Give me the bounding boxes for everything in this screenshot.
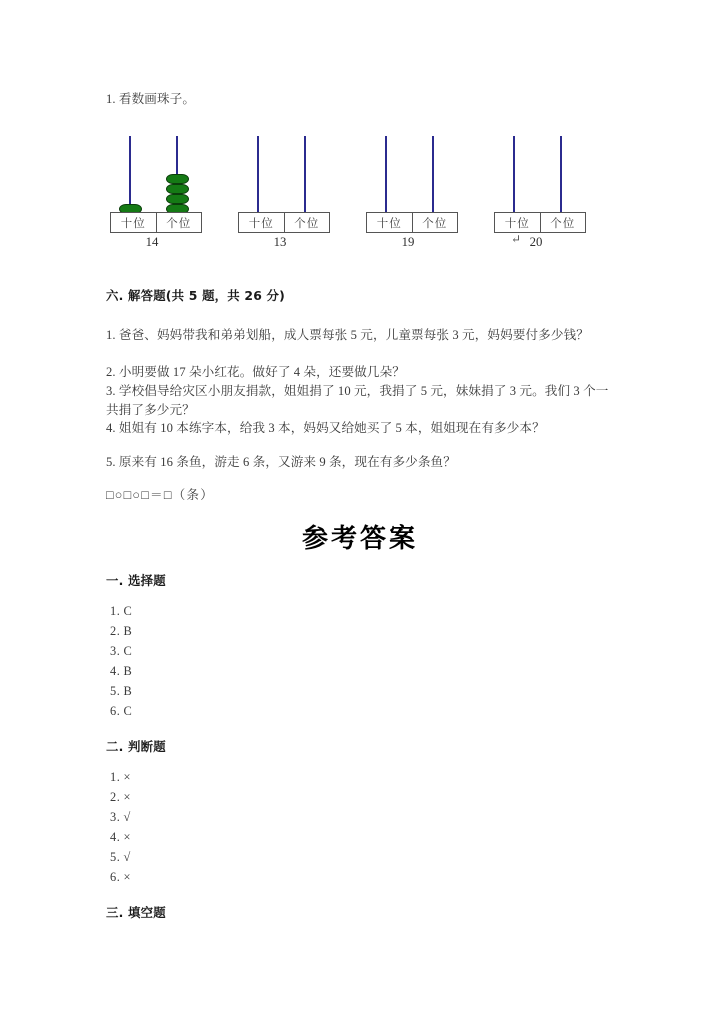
section-six-heading: 六. 解答题(共 5 题，共 26 分) bbox=[106, 288, 285, 303]
place-label-ones-2: 个位 bbox=[294, 217, 320, 230]
answer-index: 4. bbox=[110, 664, 121, 678]
answer-value: C bbox=[123, 604, 133, 618]
abacus-base-2 bbox=[238, 212, 330, 233]
answer-index: 2. bbox=[110, 624, 121, 638]
question-2: 2. 小明要做 17 朵小红花。做好了 4 朵，还要做几朵？ bbox=[106, 365, 405, 379]
answer-row-judgment-1 bbox=[110, 770, 131, 784]
answer-value: √ bbox=[123, 810, 131, 824]
place-label-ones-1: 个位 bbox=[166, 217, 192, 230]
answer-value: B bbox=[123, 624, 133, 638]
rod-tens-4 bbox=[513, 136, 515, 214]
answer-blank-line: □○□○□＝□（条） bbox=[106, 488, 215, 502]
answer-index: 5. bbox=[110, 850, 121, 864]
abacus-rods-1 bbox=[106, 132, 208, 214]
question-3: 3. 学校倡导给灾区小朋友捐款，姐姐捐了 10 元，我捐了 5 元，妹妹捐了 3 元。我们 3 个一共捐了多少元？ bbox=[106, 384, 609, 417]
answer-key-title: 参考答案 bbox=[301, 524, 418, 554]
answer-row-choice-6 bbox=[110, 704, 132, 718]
answer-index: 2. bbox=[110, 790, 121, 804]
answer-index: 1. bbox=[110, 604, 121, 618]
answer-section-heading-choice: 一. 选择题 bbox=[106, 573, 166, 588]
abacus-item-1 bbox=[106, 132, 208, 252]
rod-ones-2 bbox=[304, 136, 306, 214]
answer-row-judgment-3 bbox=[110, 810, 131, 824]
answer-value: √ bbox=[123, 850, 131, 864]
abacus-rods-2 bbox=[234, 132, 336, 214]
answer-value: × bbox=[123, 770, 132, 784]
answer-index: 6. bbox=[110, 870, 121, 884]
bead-problem-prompt: 1. 看数画珠子。 bbox=[106, 92, 196, 106]
abacus-item-4 bbox=[490, 132, 592, 252]
abacus-rods-3 bbox=[362, 132, 464, 214]
answer-section-heading-judgment: 二. 判断题 bbox=[106, 739, 166, 754]
answer-row-choice-3 bbox=[110, 644, 132, 658]
answer-index: 4. bbox=[110, 830, 121, 844]
answer-index: 3. bbox=[110, 810, 121, 824]
place-label-tens-3: 十位 bbox=[367, 213, 413, 232]
answer-section-heading-fill-blank: 三. 填空题 bbox=[106, 905, 166, 920]
answer-index: 6. bbox=[110, 704, 121, 718]
rod-ones-3 bbox=[432, 136, 434, 214]
answer-row-choice-5 bbox=[110, 684, 132, 698]
answer-value: × bbox=[123, 790, 132, 804]
abacus-item-2 bbox=[234, 132, 336, 252]
place-label-ones-4: 个位 bbox=[550, 217, 576, 230]
place-label-tens-2: 十位 bbox=[239, 213, 285, 232]
answer-row-judgment-5 bbox=[110, 850, 131, 864]
rod-tens-2 bbox=[257, 136, 259, 214]
answer-index: 3. bbox=[110, 644, 121, 658]
answer-row-judgment-2 bbox=[110, 790, 131, 804]
abacus-number-1: 14 bbox=[145, 235, 159, 249]
answer-row-judgment-6 bbox=[110, 870, 131, 884]
abacus-base-1 bbox=[110, 212, 202, 233]
abacus-diagram-row bbox=[106, 132, 618, 252]
question-1: 1. 爸爸、妈妈带我和弟弟划船，成人票每张 5 元，儿童票每张 3 元，妈妈要付多少钱？ bbox=[106, 328, 589, 342]
abacus-number-4: 20 bbox=[529, 235, 543, 249]
abacus-rods-4 bbox=[490, 132, 592, 214]
question-4: 4. 姐姐有 10 本练字本，给我 3 本，妈妈又给她买了 5 本，姐姐现在有多少本？ bbox=[106, 421, 545, 435]
paragraph-return-mark: ↵ bbox=[511, 232, 522, 246]
answer-value: C bbox=[123, 644, 133, 658]
answer-row-judgment-4 bbox=[110, 830, 131, 844]
answer-row-choice-2 bbox=[110, 624, 132, 638]
answer-index: 5. bbox=[110, 684, 121, 698]
abacus-item-3 bbox=[362, 132, 464, 252]
answer-value: × bbox=[123, 830, 132, 844]
bead-ones-1-2 bbox=[166, 194, 189, 204]
place-label-ones-3: 个位 bbox=[422, 217, 448, 230]
answer-row-choice-1 bbox=[110, 604, 132, 618]
abacus-base-3 bbox=[366, 212, 458, 233]
place-label-tens-1: 十位 bbox=[111, 213, 157, 232]
bead-ones-1-4 bbox=[166, 174, 189, 184]
answer-index: 1. bbox=[110, 770, 121, 784]
abacus-number-3: 19 bbox=[401, 235, 415, 249]
answer-row-choice-4 bbox=[110, 664, 132, 678]
rod-tens-3 bbox=[385, 136, 387, 214]
abacus-number-2: 13 bbox=[273, 235, 287, 249]
place-label-tens-4: 十位 bbox=[495, 213, 541, 232]
rod-ones-4 bbox=[560, 136, 562, 214]
answer-value: B bbox=[123, 684, 133, 698]
answer-value: C bbox=[123, 704, 133, 718]
answer-value: B bbox=[123, 664, 133, 678]
answer-value: × bbox=[123, 870, 132, 884]
abacus-base-4 bbox=[494, 212, 586, 233]
question-5: 5. 原来有 16 条鱼，游走 6 条，又游来 9 条，现在有多少条鱼？ bbox=[106, 455, 456, 469]
bead-ones-1-3 bbox=[166, 184, 189, 194]
rod-tens-1 bbox=[129, 136, 131, 214]
